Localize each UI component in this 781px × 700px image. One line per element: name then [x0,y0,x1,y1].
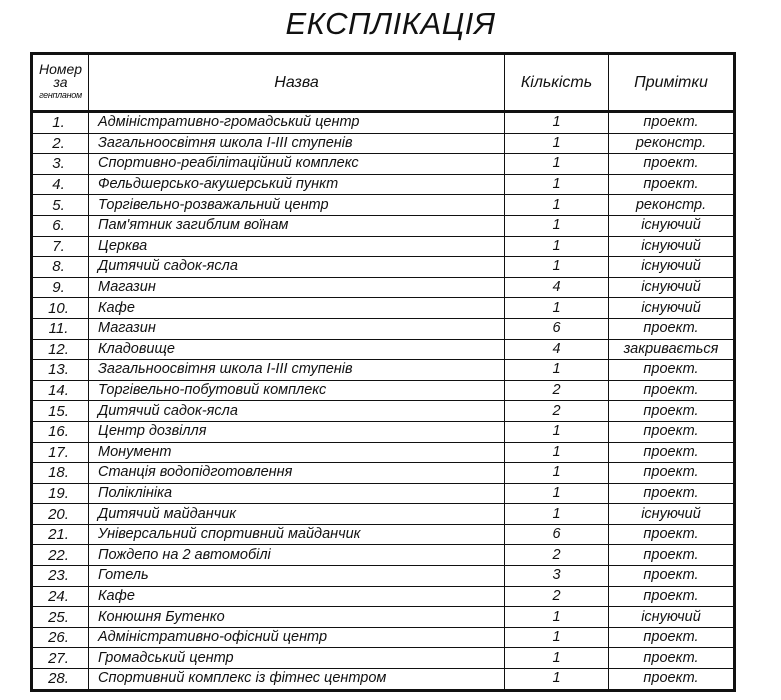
row-name: Спортивно-реабілітаційний комплекс [89,154,505,175]
table-row [32,360,735,381]
row-name: Кафе [89,586,505,607]
table-row [32,236,735,257]
row-name: Адміністративно-офісний центр [89,627,505,648]
row-note: проект. [609,483,735,504]
row-quantity: 2 [505,586,609,607]
row-note: проект. [609,669,735,691]
table-row [32,174,735,195]
table-row [32,318,735,339]
row-name: Дитячий майданчик [89,504,505,525]
row-note: існуючий [609,607,735,628]
row-quantity: 1 [505,298,609,319]
row-number: 9. [32,277,89,298]
row-name: Загальноосвітня школа І-ІІІ ступенів [89,360,505,381]
table-row [32,627,735,648]
table-row [32,524,735,545]
row-quantity: 6 [505,318,609,339]
table-row [32,401,735,422]
row-quantity: 1 [505,112,609,134]
table-row [32,257,735,278]
header-notes: Примітки [609,54,735,112]
row-number: 19. [32,483,89,504]
row-name: Кладовище [89,339,505,360]
table-header-row [32,54,735,112]
row-number: 21. [32,524,89,545]
header-number-line2: за [53,74,68,90]
table-row [32,133,735,154]
row-note: реконстр. [609,133,735,154]
row-quantity: 3 [505,566,609,587]
header-number-line3: генпланом [39,90,82,100]
row-note: проект. [609,380,735,401]
row-quantity: 1 [505,133,609,154]
row-name: Магазин [89,277,505,298]
row-name: Загальноосвітня школа І-ІІІ ступенів [89,133,505,154]
table-row [32,586,735,607]
row-number: 23. [32,566,89,587]
row-number: 11. [32,318,89,339]
row-name: Готель [89,566,505,587]
row-note: проект. [609,648,735,669]
row-name: Фельдшерсько-акушерський пункт [89,174,505,195]
table-row [32,669,735,691]
row-number: 4. [32,174,89,195]
row-quantity: 1 [505,442,609,463]
row-quantity: 1 [505,195,609,216]
page-title: ЕКСПЛІКАЦІЯ [285,6,496,41]
row-note: існуючий [609,504,735,525]
row-quantity: 2 [505,380,609,401]
row-note: реконстр. [609,195,735,216]
row-note: проект. [609,174,735,195]
table-row [32,154,735,175]
row-quantity: 1 [505,648,609,669]
row-quantity: 1 [505,360,609,381]
row-name: Церква [89,236,505,257]
row-quantity: 1 [505,215,609,236]
row-note: існуючий [609,277,735,298]
row-note: проект. [609,463,735,484]
row-name: Кафе [89,298,505,319]
row-note: проект. [609,401,735,422]
table-row [32,545,735,566]
row-number: 22. [32,545,89,566]
row-name: Універсальний спортивний майданчик [89,524,505,545]
row-note: закривається [609,339,735,360]
row-name: Торгівельно-розважальний центр [89,195,505,216]
table-row [32,298,735,319]
row-quantity: 1 [505,236,609,257]
row-number: 27. [32,648,89,669]
table-row [32,648,735,669]
table-row [32,504,735,525]
row-number: 12. [32,339,89,360]
row-quantity: 4 [505,277,609,298]
table-row [32,215,735,236]
row-quantity: 1 [505,483,609,504]
row-note: проект. [609,524,735,545]
table-row [32,421,735,442]
row-quantity: 1 [505,463,609,484]
row-number: 3. [32,154,89,175]
table-row [32,195,735,216]
row-note: існуючий [609,298,735,319]
table-row [32,442,735,463]
row-quantity: 4 [505,339,609,360]
row-number: 1. [32,112,89,134]
table-row [32,607,735,628]
row-number: 10. [32,298,89,319]
row-note: проект. [609,545,735,566]
table-row [32,277,735,298]
row-number: 5. [32,195,89,216]
table-row [32,380,735,401]
row-number: 2. [32,133,89,154]
row-name: Торгівельно-побутовий комплекс [89,380,505,401]
row-name: Пам'ятник загиблим воїнам [89,215,505,236]
row-note: існуючий [609,215,735,236]
row-note: проект. [609,627,735,648]
row-name: Монумент [89,442,505,463]
row-note: проект. [609,566,735,587]
row-name: Центр дозвілля [89,421,505,442]
row-number: 7. [32,236,89,257]
row-quantity: 1 [505,154,609,175]
row-number: 8. [32,257,89,278]
row-name: Магазин [89,318,505,339]
row-number: 18. [32,463,89,484]
header-quantity: Кількість [505,54,609,112]
row-quantity: 1 [505,669,609,691]
row-number: 16. [32,421,89,442]
row-note: проект. [609,586,735,607]
row-number: 13. [32,360,89,381]
row-number: 6. [32,215,89,236]
row-name: Поліклініка [89,483,505,504]
row-number: 28. [32,669,89,691]
row-quantity: 2 [505,545,609,566]
header-name: Назва [89,54,505,112]
row-note: існуючий [609,257,735,278]
header-number-line1: Номер [38,61,83,77]
row-quantity: 1 [505,504,609,525]
row-note: існуючий [609,236,735,257]
row-note: проект. [609,360,735,381]
row-quantity: 1 [505,174,609,195]
row-note: проект. [609,421,735,442]
row-name: Дитячий садок-ясла [89,257,505,278]
row-note: проект. [609,112,735,134]
row-note: проект. [609,154,735,175]
explication-table [30,52,736,692]
row-name: Спортивний комплекс із фітнес центром [89,669,505,691]
row-number: 17. [32,442,89,463]
row-number: 15. [32,401,89,422]
row-number: 25. [32,607,89,628]
header-number [32,54,89,112]
row-note: проект. [609,442,735,463]
row-quantity: 1 [505,257,609,278]
table-row [32,483,735,504]
row-name: Дитячий садок-ясла [89,401,505,422]
row-name: Конюшня Бутенко [89,607,505,628]
row-number: 14. [32,380,89,401]
row-number: 24. [32,586,89,607]
row-quantity: 6 [505,524,609,545]
row-quantity: 2 [505,401,609,422]
row-quantity: 1 [505,607,609,628]
row-name: Пождепо на 2 автомобілі [89,545,505,566]
row-quantity: 1 [505,421,609,442]
row-note: проект. [609,318,735,339]
table-row [32,339,735,360]
row-name: Адміністративно-громадський центр [89,112,505,134]
row-quantity: 1 [505,627,609,648]
row-number: 26. [32,627,89,648]
table-row [32,463,735,484]
table-row [32,566,735,587]
table-row [32,112,735,134]
row-name: Громадський центр [89,648,505,669]
row-name: Станція водопідготовлення [89,463,505,484]
row-number: 20. [32,504,89,525]
